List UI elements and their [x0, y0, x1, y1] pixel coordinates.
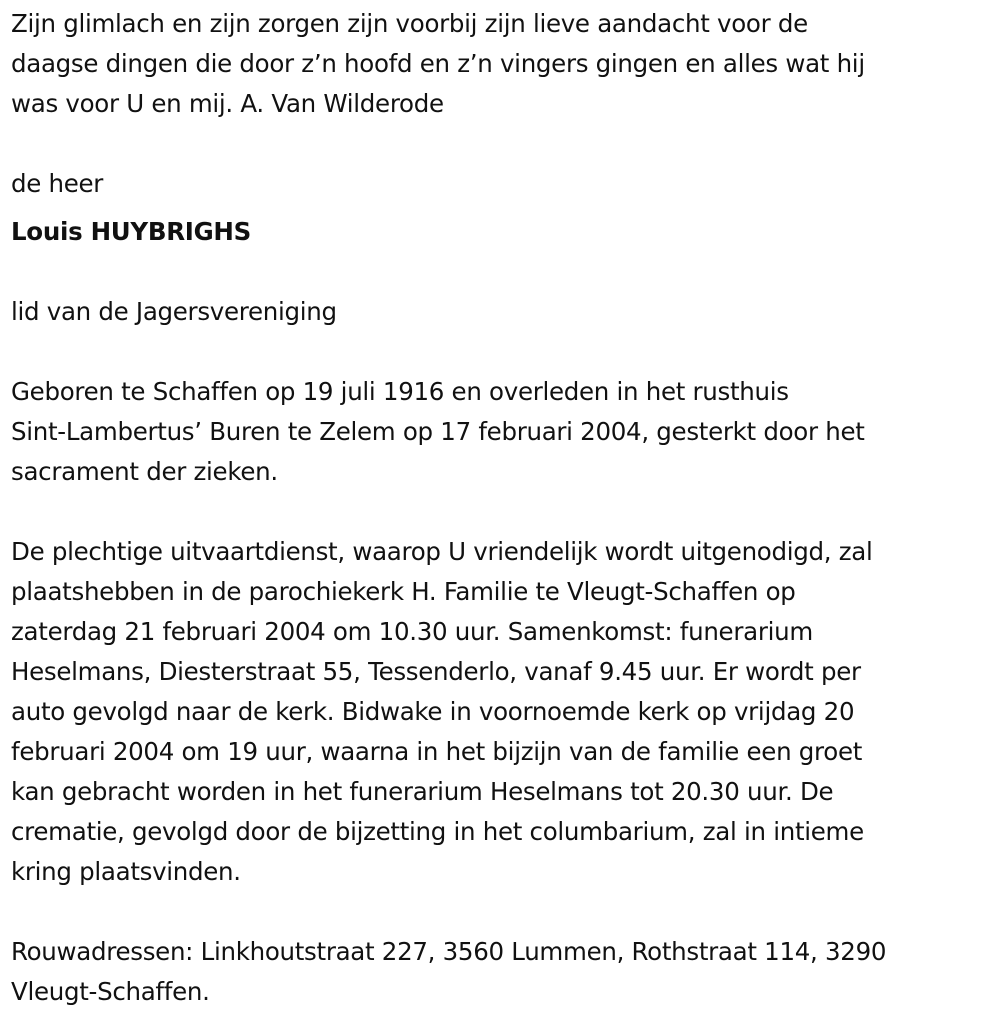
birth-death-line: sacrament der zieken.	[11, 457, 278, 486]
quote-paragraph	[11, 4, 986, 124]
funeral-line: auto gevolgd naar de kerk. Bidwake in voornoemde kerk op vrijdag 20	[11, 697, 855, 726]
funeral-line: De plechtige uitvaartdienst, waarop U vriendelijk wordt uitgenodigd, zal	[11, 537, 873, 566]
address-line: Vleugt-Schaffen.	[11, 977, 210, 1006]
spacer	[11, 332, 986, 372]
name-text: Louis HUYBRIGHS	[11, 217, 251, 246]
funeral-line: plaatshebben in de parochiekerk H. Familie te Vleugt-Schaffen op	[11, 577, 796, 606]
funeral-paragraph	[11, 532, 986, 892]
title-text: de heer	[11, 169, 104, 198]
quote-line: daagse dingen die door z’n hoofd en z’n vingers gingen en alles wat hij	[11, 49, 865, 78]
birth-death-line: Geboren te Schaffen op 19 juli 1916 en overleden in het rusthuis	[11, 377, 789, 406]
funeral-line: crematie, gevolgd door de bijzetting in het columbarium, zal in intieme	[11, 817, 864, 846]
membership	[11, 292, 986, 332]
birth-death-paragraph	[11, 372, 986, 492]
funeral-line: zaterdag 21 februari 2004 om 10.30 uur. Samenkomst: funerarium	[11, 617, 813, 646]
spacer	[11, 492, 986, 532]
deceased-title	[11, 164, 986, 204]
spacer	[11, 892, 986, 932]
addresses-paragraph	[11, 932, 986, 1012]
funeral-line: februari 2004 om 19 uur, waarna in het bijzijn van de familie een groet	[11, 737, 863, 766]
spacer	[11, 124, 986, 164]
funeral-line: Heselmans, Diesterstraat 55, Tessenderlo, vanaf 9.45 uur. Er wordt per	[11, 657, 861, 686]
birth-death-line: Sint-Lambertus’ Buren te Zelem op 17 februari 2004, gesterkt door het	[11, 417, 865, 446]
funeral-line: kring plaatsvinden.	[11, 857, 241, 886]
funeral-line: kan gebracht worden in het funerarium Heselmans tot 20.30 uur. De	[11, 777, 834, 806]
address-line: Rouwadressen: Linkhoutstraat 227, 3560 Lummen, Rothstraat 114, 3290	[11, 937, 887, 966]
spacer	[11, 252, 986, 292]
membership-text: lid van de Jagersvereniging	[11, 297, 337, 326]
quote-line: Zijn glimlach en zijn zorgen zijn voorbij zijn lieve aandacht voor de	[11, 9, 808, 38]
quote-line: was voor U en mij. A. Van Wilderode	[11, 89, 444, 118]
spacer	[11, 204, 986, 212]
deceased-name	[11, 212, 986, 252]
